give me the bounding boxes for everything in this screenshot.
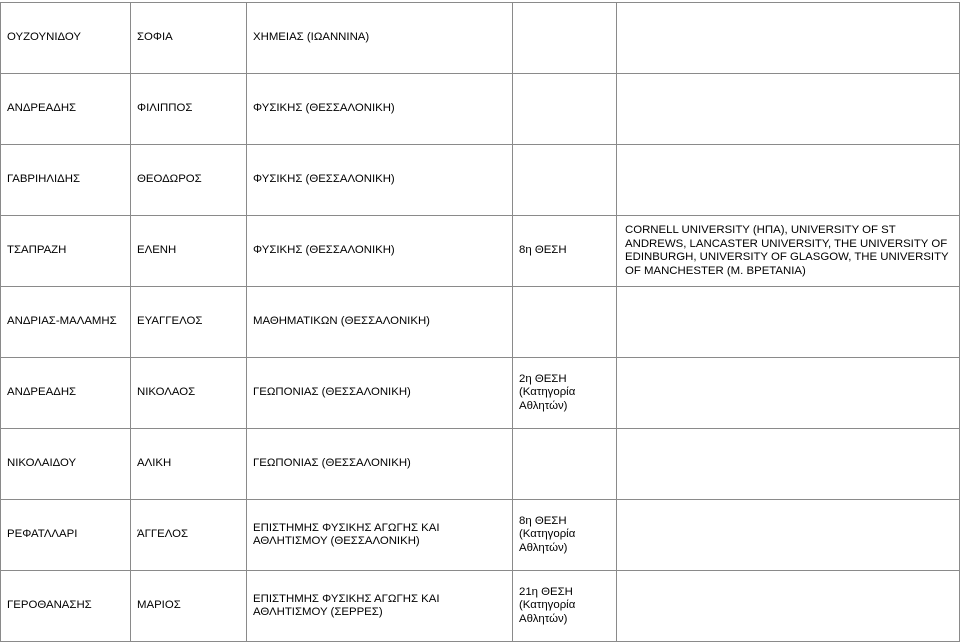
universities-cell: [617, 429, 960, 500]
table-row: [1, 429, 960, 500]
rank-cell: [513, 3, 617, 74]
universities-cell: [617, 74, 960, 145]
rank-cell: 2η ΘΕΣΗ (Κατηγορία Αθλητών): [513, 358, 617, 429]
department-cell: ΧΗΜΕΙΑΣ (ΙΩΑΝΝΙΝΑ): [247, 3, 513, 74]
universities-cell: [617, 571, 960, 642]
table-row: [1, 287, 960, 358]
universities-cell: CORNELL UNIVERSITY (ΗΠΑ), UNIVERSITY OF ST ANDREWS, LANCASTER UNIVERSITY, THE UNIVERSITY OF EDINBURGH, UNIVERSITY OF GLASGOW, THE UNIVERSITY OF MANCHESTER (Μ. ΒΡΕΤΑΝΙΑ): [617, 216, 960, 287]
name-cell: ΆΓΓΕΛΟΣ: [131, 500, 247, 571]
universities-cell: [617, 145, 960, 216]
universities-cell: [617, 287, 960, 358]
table-row: [1, 358, 960, 429]
name-cell: ΣΟΦΙΑ: [131, 3, 247, 74]
name-cell: ΜΑΡΙΟΣ: [131, 571, 247, 642]
rank-cell: 21η ΘΕΣΗ (Κατηγορία Αθλητών): [513, 571, 617, 642]
department-cell: ΕΠΙΣΤΗΜΗΣ ΦΥΣΙΚΗΣ ΑΓΩΓΗΣ ΚΑΙ ΑΘΛΗΤΙΣΜΟΥ (ΘΕΣΣΑΛΟΝΙΚΗ): [247, 500, 513, 571]
universities-cell: [617, 3, 960, 74]
surname-cell: ΑΝΔΡΕΑΔΗΣ: [1, 358, 131, 429]
surname-cell: ΓΕΡΟΘΑΝΑΣΗΣ: [1, 571, 131, 642]
surname-cell: ΟΥΖΟΥΝΙΔΟΥ: [1, 3, 131, 74]
surname-cell: ΤΣΑΠΡΑΖΗ: [1, 216, 131, 287]
table-row: [1, 216, 960, 287]
table-row: [1, 74, 960, 145]
surname-cell: ΓΑΒΡΙΗΛΙΔΗΣ: [1, 145, 131, 216]
table-row: [1, 500, 960, 571]
universities-cell: [617, 500, 960, 571]
department-cell: ΜΑΘΗΜΑΤΙΚΩΝ (ΘΕΣΣΑΛΟΝΙΚΗ): [247, 287, 513, 358]
department-cell: ΦΥΣΙΚΗΣ (ΘΕΣΣΑΛΟΝΙΚΗ): [247, 216, 513, 287]
rank-cell: 8η ΘΕΣΗ (Κατηγορία Αθλητών): [513, 500, 617, 571]
name-cell: ΕΛΕΝΗ: [131, 216, 247, 287]
name-cell: ΕΥΑΓΓΕΛΟΣ: [131, 287, 247, 358]
table-row: [1, 571, 960, 642]
surname-cell: ΑΝΔΡΙΑΣ-ΜΑΛΑΜΗΣ: [1, 287, 131, 358]
rank-cell: [513, 429, 617, 500]
department-cell: ΓΕΩΠΟΝΙΑΣ (ΘΕΣΣΑΛΟΝΙΚΗ): [247, 429, 513, 500]
department-cell: ΦΥΣΙΚΗΣ (ΘΕΣΣΑΛΟΝΙΚΗ): [247, 74, 513, 145]
rank-cell: 8η ΘΕΣΗ: [513, 216, 617, 287]
name-cell: ΝΙΚΟΛΑΟΣ: [131, 358, 247, 429]
name-cell: ΑΛΙΚΗ: [131, 429, 247, 500]
table-row: [1, 145, 960, 216]
surname-cell: ΡΕΦΑΤΛΛΑΡΙ: [1, 500, 131, 571]
department-cell: ΓΕΩΠΟΝΙΑΣ (ΘΕΣΣΑΛΟΝΙΚΗ): [247, 358, 513, 429]
surname-cell: ΝΙΚΟΛΑΙΔΟΥ: [1, 429, 131, 500]
table-row: [1, 3, 960, 74]
name-cell: ΦΙΛΙΠΠΟΣ: [131, 74, 247, 145]
name-cell: ΘΕΟΔΩΡΟΣ: [131, 145, 247, 216]
surname-cell: ΑΝΔΡΕΑΔΗΣ: [1, 74, 131, 145]
rank-cell: [513, 74, 617, 145]
results-table: [0, 2, 960, 642]
rank-cell: [513, 287, 617, 358]
universities-cell: [617, 358, 960, 429]
department-cell: ΕΠΙΣΤΗΜΗΣ ΦΥΣΙΚΗΣ ΑΓΩΓΗΣ ΚΑΙ ΑΘΛΗΤΙΣΜΟΥ (ΣΕΡΡΕΣ): [247, 571, 513, 642]
department-cell: ΦΥΣΙΚΗΣ (ΘΕΣΣΑΛΟΝΙΚΗ): [247, 145, 513, 216]
rank-cell: [513, 145, 617, 216]
